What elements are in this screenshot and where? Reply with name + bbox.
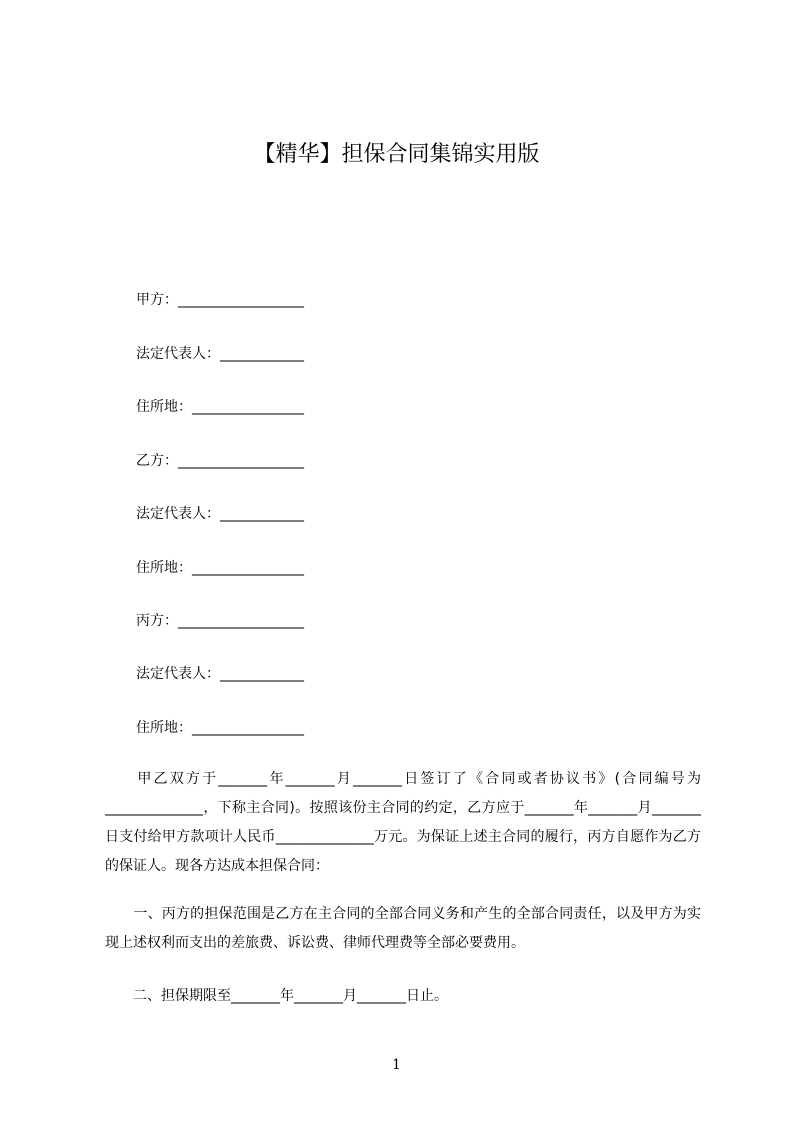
party-a-address-field: 住所地：________________ (136, 399, 304, 415)
clause-2-paragraph (105, 982, 701, 1011)
clause-2-text: 二、担保期限至_______年_______月_______日止。 (105, 988, 448, 1004)
document-title: 【精华】担保合同集锦实用版 (253, 142, 540, 167)
party-c-representative-field: 法定代表人：____________ (136, 666, 304, 682)
clause-1-paragraph (105, 900, 701, 958)
clause-1-text: 一、丙方的担保范围是乙方在主合同的全部合同义务和产生的全部合同责任，以及甲方为实现上述权利而支出的差旅费、诉讼费、律师代理费等全部必要费用。 (105, 906, 701, 951)
party-b-representative-field: 法定代表人：____________ (136, 506, 304, 522)
party-a-field: 甲方：__________________ (136, 292, 304, 308)
party-a-representative-field: 法定代表人：____________ (136, 346, 304, 362)
party-c-field: 丙方：__________________ (136, 613, 304, 629)
party-c-address-field: 住所地：________________ (136, 720, 304, 736)
intro-paragraph (105, 765, 701, 881)
party-b-field: 乙方：__________________ (136, 453, 304, 469)
page-number: 1 (392, 1057, 401, 1073)
party-b-address-field: 住所地：________________ (136, 560, 304, 576)
intro-text: 甲乙双方于_______年_______月_______日签订了《合同或者协议书》(合同编号为______________，下称主合同)。按照该份主合同的约定，乙方应于_______年_______月_______日支付给甲方款项计人民币______________万元。为保证上述主合同的履行，丙方自愿作为乙方的保证人。现各方达成本担保合同： (105, 771, 701, 874)
